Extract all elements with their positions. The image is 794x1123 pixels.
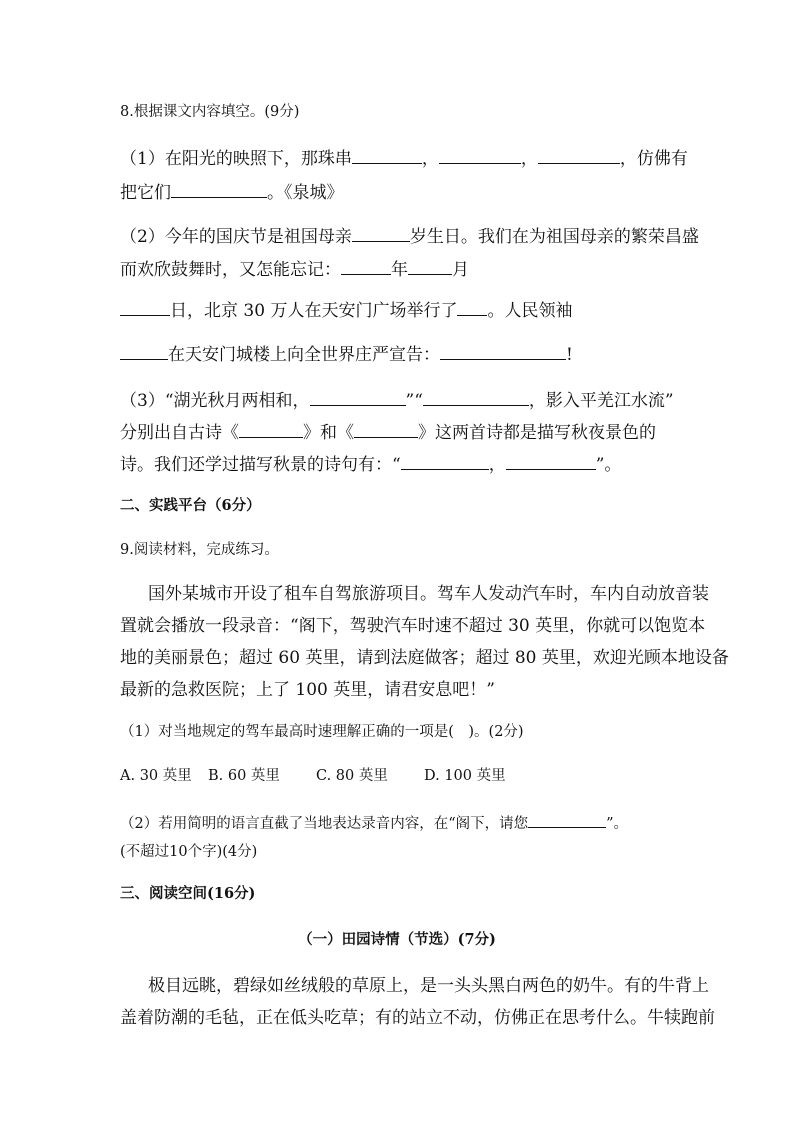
- option-a[interactable]: A. 30 英里: [120, 768, 192, 784]
- blank[interactable]: [352, 146, 422, 164]
- blank[interactable]: [506, 452, 596, 470]
- q8-p2-text-i: !: [566, 345, 573, 365]
- q9-sub2-text-b: ”。: [606, 816, 629, 832]
- blank[interactable]: [341, 257, 391, 275]
- passage-line: 地的美丽景色；超过 60 英里，请到法庭做客；超过 80 英里，欢迎光顾本地设备: [120, 648, 729, 668]
- blank[interactable]: [120, 342, 168, 360]
- q8-p2-text-g: 。人民领袖: [487, 301, 573, 321]
- q8-p3-text-a: （3）“湖光秋月两相和，: [120, 391, 310, 411]
- q9-sub2-text-a: （2）若用简明的语言直截了当地表达录音内容，在“阁下，请您: [120, 816, 529, 832]
- passage-line: 国外某城市开设了租车自驾旅游项目。驾车人发动汽车时，车内自动放音装: [148, 584, 709, 604]
- q8-p3-text-f: 》这两首诗都是描写秋夜景色的: [418, 423, 656, 443]
- option-c[interactable]: C. 80 英里: [316, 768, 388, 784]
- passage-line: 置就会播放一段录音：“阁下，驾驶汽车时速不超过 30 英里，你就可以饱览本: [120, 616, 706, 636]
- q8-p1-text-e: 把它们: [120, 183, 171, 203]
- q9-options: [120, 766, 506, 786]
- passage-line: 最新的急救医院；上了 100 英里，请君安息吧！”: [120, 680, 495, 700]
- q8-p3-text-h: ，: [488, 455, 506, 475]
- q9-sub1: （1）对当地规定的驾车最高时速理解正确的一项是( )。(2分): [120, 724, 524, 740]
- blank[interactable]: [440, 342, 566, 360]
- q8-p2-line1: [120, 224, 699, 247]
- q8-p3-line3: [120, 452, 621, 475]
- blank[interactable]: [310, 388, 406, 406]
- q8-p1-line1: [120, 146, 688, 169]
- q9-sub2-line1: [120, 812, 628, 834]
- blank[interactable]: [439, 146, 521, 164]
- q8-p2-line3: [120, 298, 572, 321]
- blank[interactable]: [457, 298, 487, 316]
- blank[interactable]: [354, 420, 418, 438]
- q9-sub2-line2: (不超过10个字)(4分): [120, 844, 258, 860]
- q8-p2-text-c: 而欢欣鼓舞时，又怎能忘记：: [120, 260, 341, 280]
- blank[interactable]: [171, 180, 267, 198]
- q8-p2-text-f: 日，北京 30 万人在天安门广场举行了: [170, 301, 458, 321]
- q8-p2-text-d: 年: [391, 260, 408, 280]
- q8-p1-text-f: 。《泉城》: [267, 183, 344, 203]
- q8-p3-text-c: ，影入平羌江水流”: [528, 391, 674, 411]
- blank[interactable]: [528, 812, 606, 828]
- blank[interactable]: [120, 298, 170, 316]
- q8-p3-text-b: ”“: [405, 391, 423, 411]
- q8-p3-text-d: 分别出自古诗《: [120, 423, 239, 443]
- section3-heading: 三、阅读空间(16分): [120, 885, 256, 902]
- passage-line: 盖着防潮的毛毡，正在低头吃草；有的站立不动，仿佛正在思考什么。牛犊跑前: [120, 1008, 715, 1028]
- q8-p3-text-e: 》和《: [303, 423, 354, 443]
- q8-p2-line4: [120, 342, 573, 365]
- section3-subtitle: （一）田园诗情（节选）(7分): [298, 931, 496, 948]
- option-d[interactable]: D. 100 英里: [424, 768, 506, 784]
- q8-p3-line2: [120, 420, 656, 443]
- q8-p2-text-e: 月: [452, 260, 469, 280]
- q8-p3-text-i: ”。: [595, 455, 622, 475]
- q9-title: 9.阅读材料，完成练习。: [120, 542, 279, 558]
- q8-p2-text-b: 岁生日。我们在为祖国母亲的繁荣昌盛: [409, 227, 699, 247]
- option-b[interactable]: B. 60 英里: [208, 768, 280, 784]
- q8-p1-text-c: ，: [520, 149, 538, 169]
- q8-p1-line2: [120, 180, 344, 203]
- blank[interactable]: [352, 224, 410, 242]
- q8-p3-text-g: 诗。我们还学过描写秋景的诗句有：“: [120, 455, 401, 475]
- blank[interactable]: [538, 146, 620, 164]
- section2-heading: 二、实践平台（6分）: [120, 497, 261, 514]
- q8-p2-line2: [120, 257, 469, 280]
- passage-line: 极目远眺，碧绿如丝绒般的草原上，是一头头黑白两色的奶牛。有的牛背上: [148, 976, 709, 996]
- blank[interactable]: [401, 452, 489, 470]
- blank[interactable]: [408, 257, 452, 275]
- q8-p2-text-a: （2）今年的国庆节是祖国母亲: [120, 227, 352, 247]
- q8-title: 8.根据课文内容填空。(9分): [120, 104, 300, 120]
- blank[interactable]: [423, 388, 529, 406]
- q8-p3-line1: [120, 388, 674, 411]
- q8-p1-text-b: ，: [421, 149, 439, 169]
- q8-p1-text-d: ，仿佛有: [619, 149, 688, 169]
- q8-p1-text-a: （1）在阳光的映照下，那珠串: [120, 149, 352, 169]
- q8-p2-text-h: 在天安门城楼上向全世界庄严宣告：: [168, 345, 440, 365]
- blank[interactable]: [239, 420, 303, 438]
